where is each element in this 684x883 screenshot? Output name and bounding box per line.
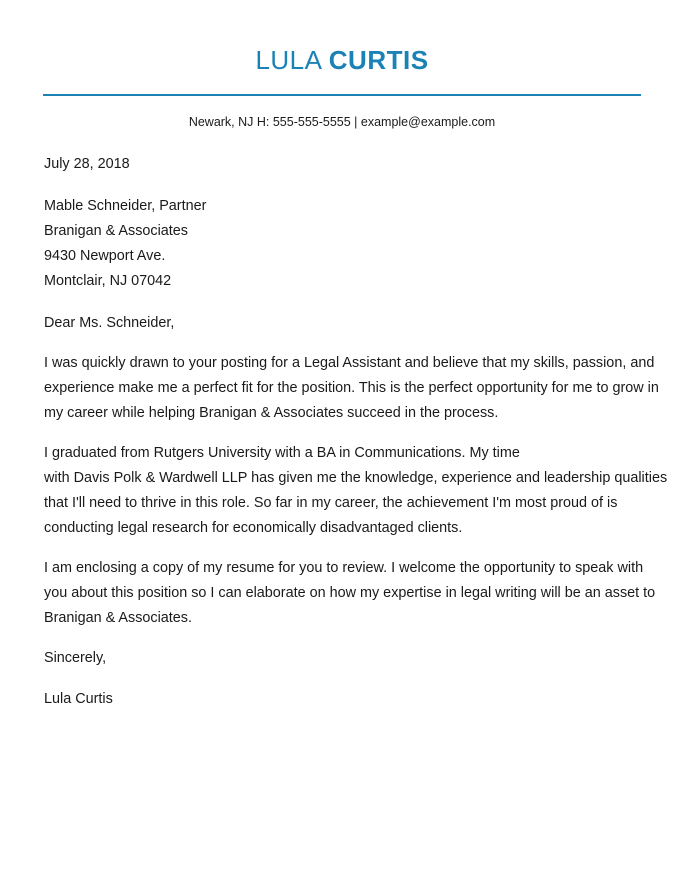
paragraph-line: with Davis Polk & Wardwell LLP has given me the knowledge, experience and leadership qualities — [44, 470, 668, 486]
paragraph-line: that I'll need to thrive in this role. So far in my career, the achievement I'm most proud of is — [44, 495, 618, 511]
applicant-name-heading — [0, 44, 684, 76]
paragraph-3 — [44, 556, 656, 631]
closing: Sincerely, — [44, 650, 107, 666]
recipient-city: Montclair, NJ 07042 — [44, 273, 172, 289]
first-name: LULA — [255, 45, 322, 75]
paragraph-2 — [44, 441, 668, 541]
paragraph-line: experience make me a perfect fit for the position. This is the perfect opportunity for me to grow in — [44, 380, 659, 396]
paragraph-line: I was quickly drawn to your posting for a Legal Assistant and believe that my skills, passion, and — [44, 355, 655, 371]
signature-name: Lula Curtis — [44, 691, 113, 707]
recipient-name-title: Mable Schneider, Partner — [44, 198, 207, 214]
recipient-address — [44, 194, 644, 294]
paragraph-line: my career while helping Branigan & Associates succeed in the process. — [44, 405, 499, 421]
salutation: Dear Ms. Schneider, — [44, 315, 175, 331]
paragraph-line: you about this position so I can elaborate on how my expertise in legal writing will be an asset to — [44, 585, 656, 601]
paragraph-line: conducting legal research for economically disadvantaged clients. — [44, 520, 463, 536]
paragraph-line: Branigan & Associates. — [44, 610, 192, 626]
paragraph-line: I graduated from Rutgers University with a BA in Communications. My time — [44, 445, 520, 461]
paragraph-1 — [44, 351, 659, 426]
recipient-company: Branigan & Associates — [44, 223, 188, 239]
letter-date: July 28, 2018 — [44, 156, 130, 172]
paragraph-line: I am enclosing a copy of my resume for you to review. I welcome the opportunity to speak with — [44, 560, 644, 576]
last-name: CURTIS — [328, 45, 429, 75]
recipient-street: 9430 Newport Ave. — [44, 248, 166, 264]
letter-body — [44, 152, 668, 712]
header-divider — [43, 94, 641, 96]
contact-line: Newark, NJ H: 555-555-5555 | example@example.com — [188, 115, 496, 129]
